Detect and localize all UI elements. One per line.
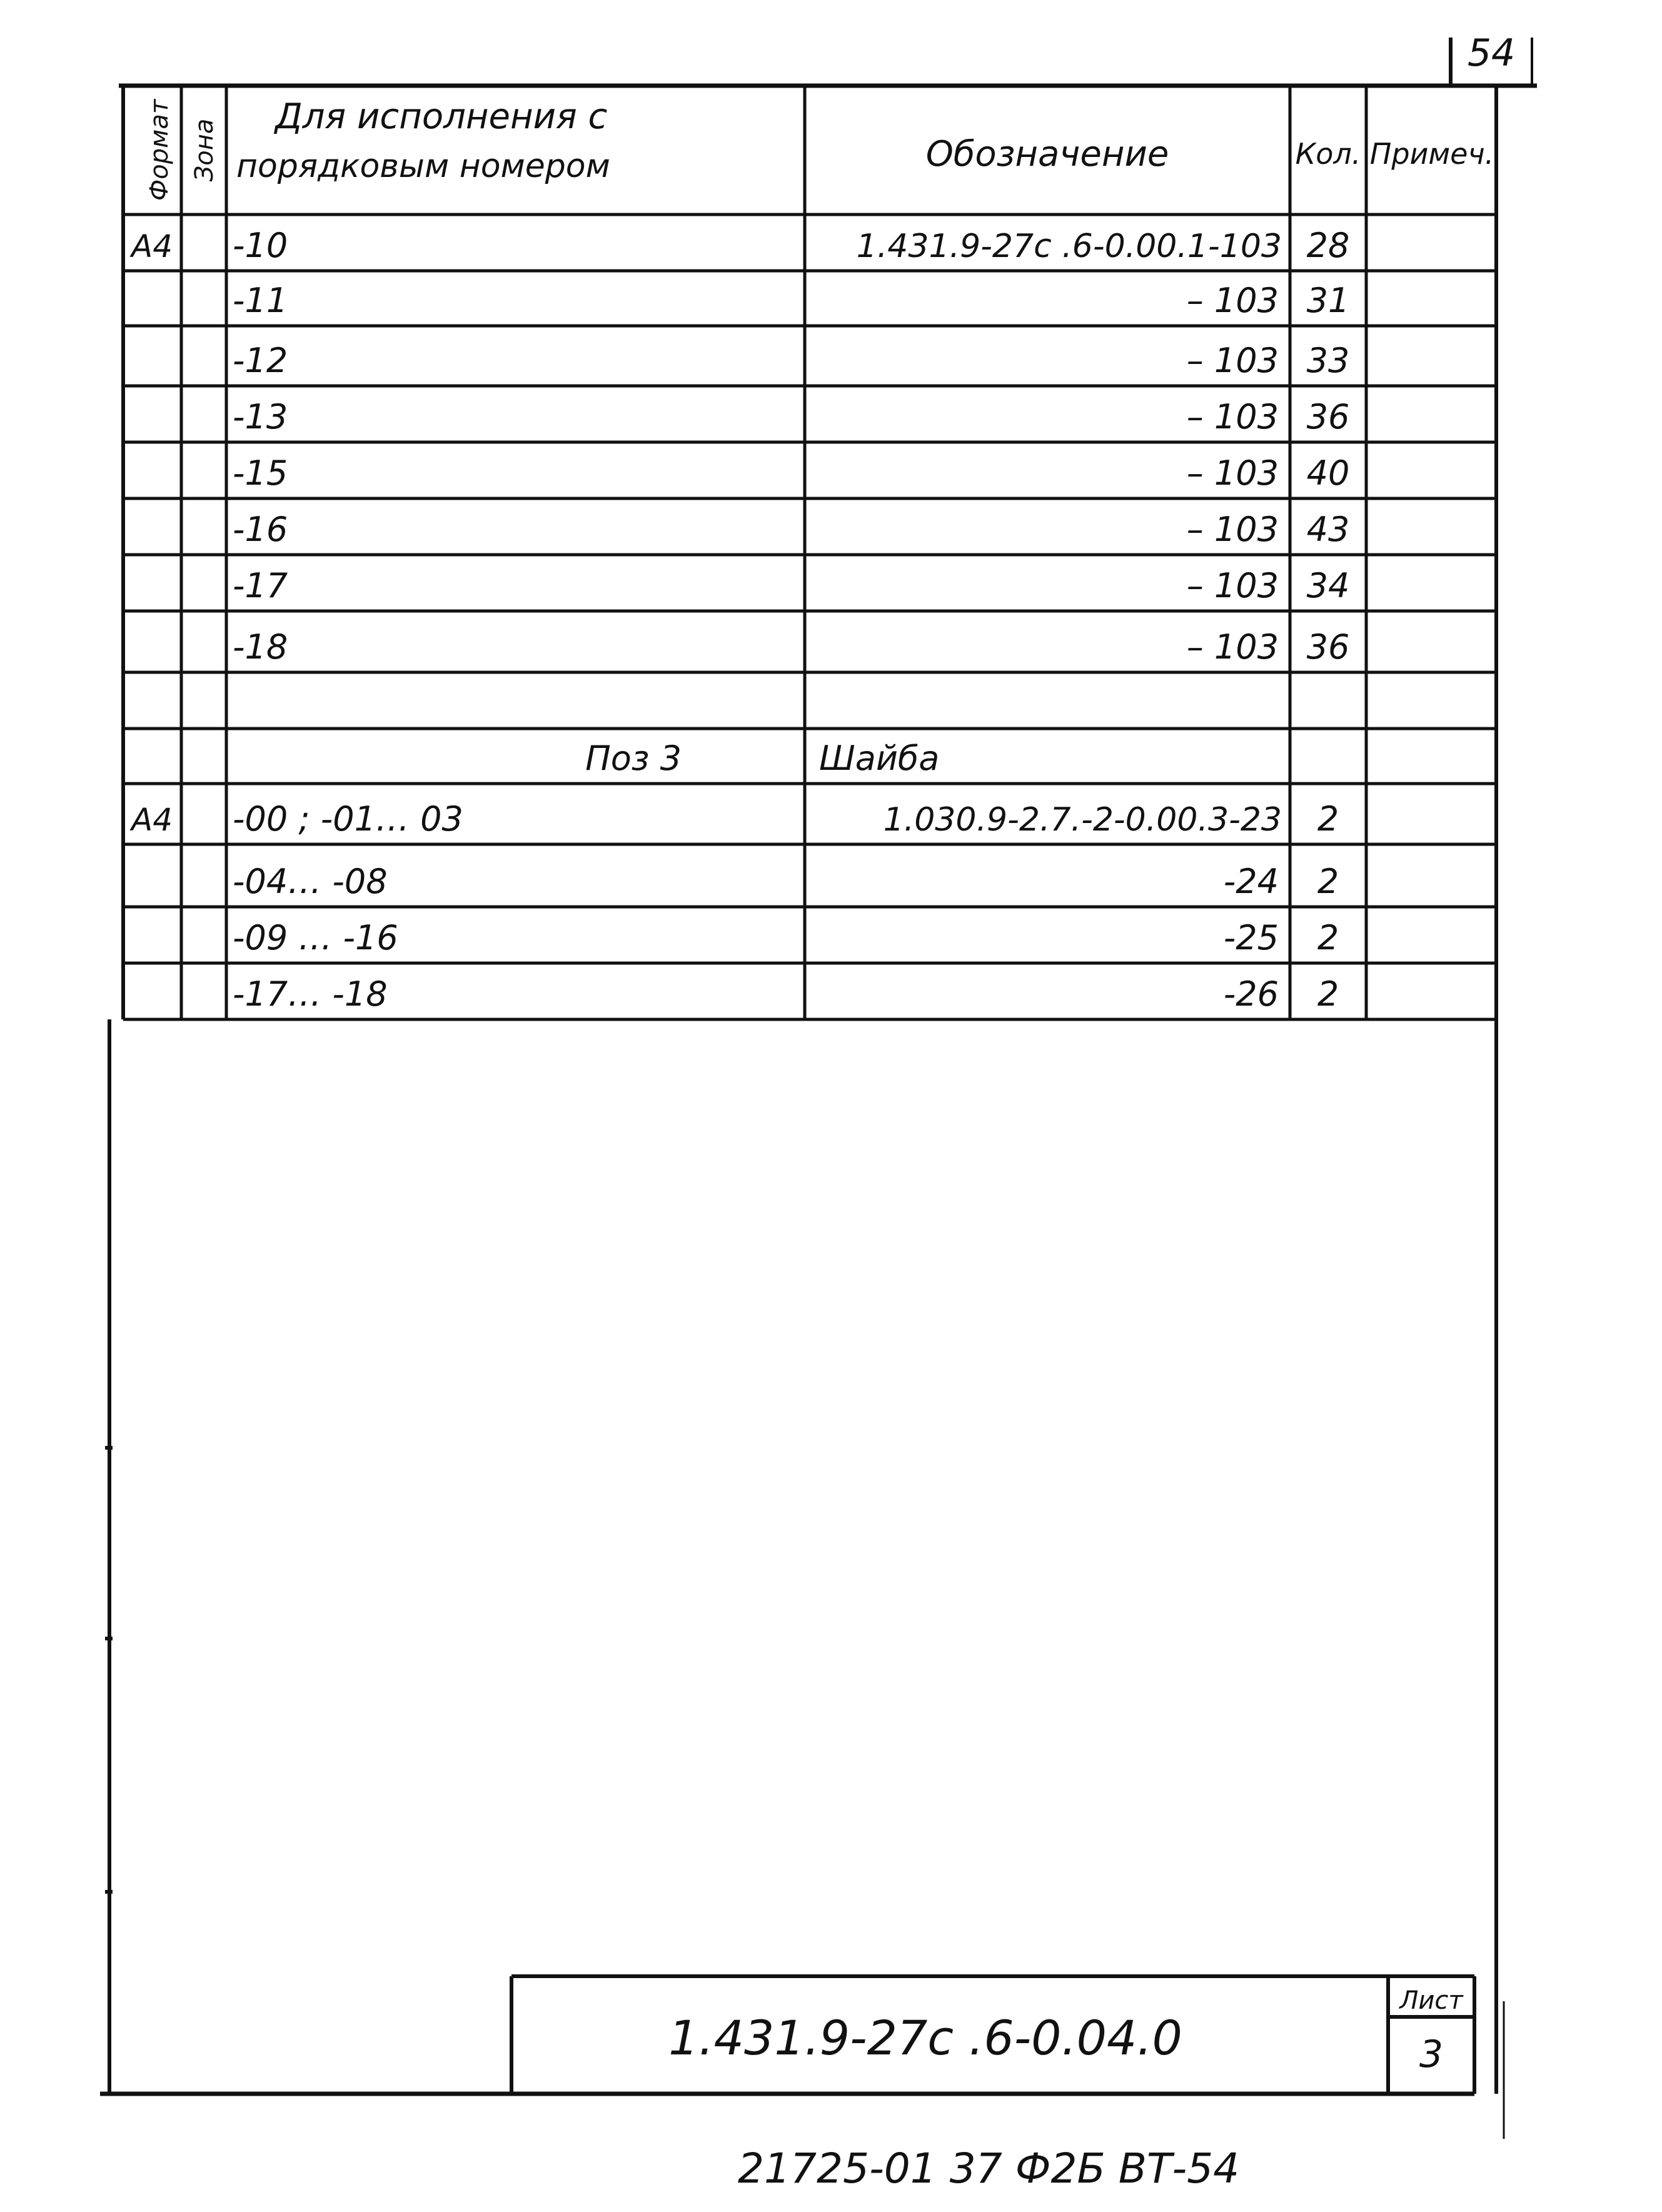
table-row	[129, 226, 1349, 265]
cell-designation: – 103	[1186, 453, 1279, 493]
cell-qty: 2	[1317, 799, 1339, 839]
cell-variant: -16	[233, 510, 288, 549]
cell-variant: -17… -18	[233, 974, 388, 1014]
table-row	[233, 974, 1339, 1014]
cell-qty: 2	[1317, 918, 1339, 957]
cell-format: А4	[131, 802, 173, 838]
cell-variant: -13	[233, 397, 288, 437]
table-row	[233, 627, 1349, 667]
cell-designation: – 103	[1186, 281, 1279, 320]
sheet-label: Лист	[1399, 1986, 1463, 2015]
cell-variant: -09 … -16	[233, 918, 398, 957]
cell-variant: Поз 3	[585, 739, 682, 778]
table-row	[233, 510, 1349, 549]
cell-variant: -11	[233, 281, 288, 320]
cell-qty: 36	[1306, 397, 1350, 437]
cell-designation: – 103	[1186, 397, 1279, 437]
header-zone: Зона	[190, 118, 219, 182]
header-variant-line2: порядковым номером	[236, 148, 610, 185]
cell-designation: -26	[1223, 974, 1279, 1014]
table-row	[585, 739, 939, 778]
table-row	[233, 341, 1349, 380]
cell-qty: 31	[1306, 281, 1350, 320]
table-row	[129, 799, 1339, 839]
cell-designation: -25	[1223, 918, 1279, 957]
corner-page-number: 54	[1467, 31, 1516, 75]
table-row	[233, 281, 1349, 320]
cell-designation: – 103	[1186, 341, 1279, 380]
document-code: 1.431.9-27с .6-0.04.0	[668, 2010, 1182, 2066]
table-row	[233, 862, 1339, 901]
cell-designation: – 103	[1186, 566, 1279, 605]
cell-qty: 33	[1306, 341, 1350, 380]
cell-variant: -00 ; -01… 03	[233, 799, 463, 839]
sheet-number: 3	[1419, 2033, 1444, 2076]
cell-variant: -17	[233, 566, 288, 605]
header-note: Примеч.	[1369, 137, 1494, 171]
footer-stamp: 21725-01 37 Ф2Б ВТ-54	[738, 2144, 1240, 2193]
header-designation: Обозначение	[925, 134, 1169, 174]
cell-format: А4	[131, 228, 173, 265]
table-rows	[129, 226, 1349, 1014]
cell-designation: Шайба	[819, 739, 940, 778]
cell-qty: 28	[1306, 226, 1350, 265]
cell-designation: -24	[1223, 862, 1279, 901]
cell-variant: -04… -08	[233, 862, 388, 901]
header-format: Формат	[145, 99, 174, 201]
table-row	[233, 453, 1349, 493]
cell-designation: – 103	[1186, 510, 1279, 549]
cell-designation: – 103	[1186, 627, 1279, 667]
table-row	[233, 397, 1349, 437]
cell-qty: 2	[1317, 974, 1339, 1014]
cell-variant: -12	[233, 341, 288, 380]
header-variant-line1: Для исполнения с	[275, 96, 608, 137]
cell-qty: 2	[1317, 862, 1339, 901]
cell-qty: 34	[1306, 566, 1350, 605]
cell-designation: 1.431.9-27с .6-0.00.1-103	[856, 228, 1282, 265]
cell-variant: -10	[233, 226, 288, 265]
cell-designation: 1.030.9-2.7.-2-0.00.3-23	[883, 801, 1282, 839]
cell-qty: 36	[1306, 627, 1350, 667]
cell-variant: -15	[233, 453, 288, 493]
cell-qty: 43	[1306, 510, 1350, 549]
table-row	[233, 918, 1339, 957]
cell-qty: 40	[1306, 453, 1350, 493]
header-qty: Кол.	[1295, 137, 1361, 171]
cell-variant: -18	[233, 627, 288, 667]
table-row	[233, 566, 1349, 605]
